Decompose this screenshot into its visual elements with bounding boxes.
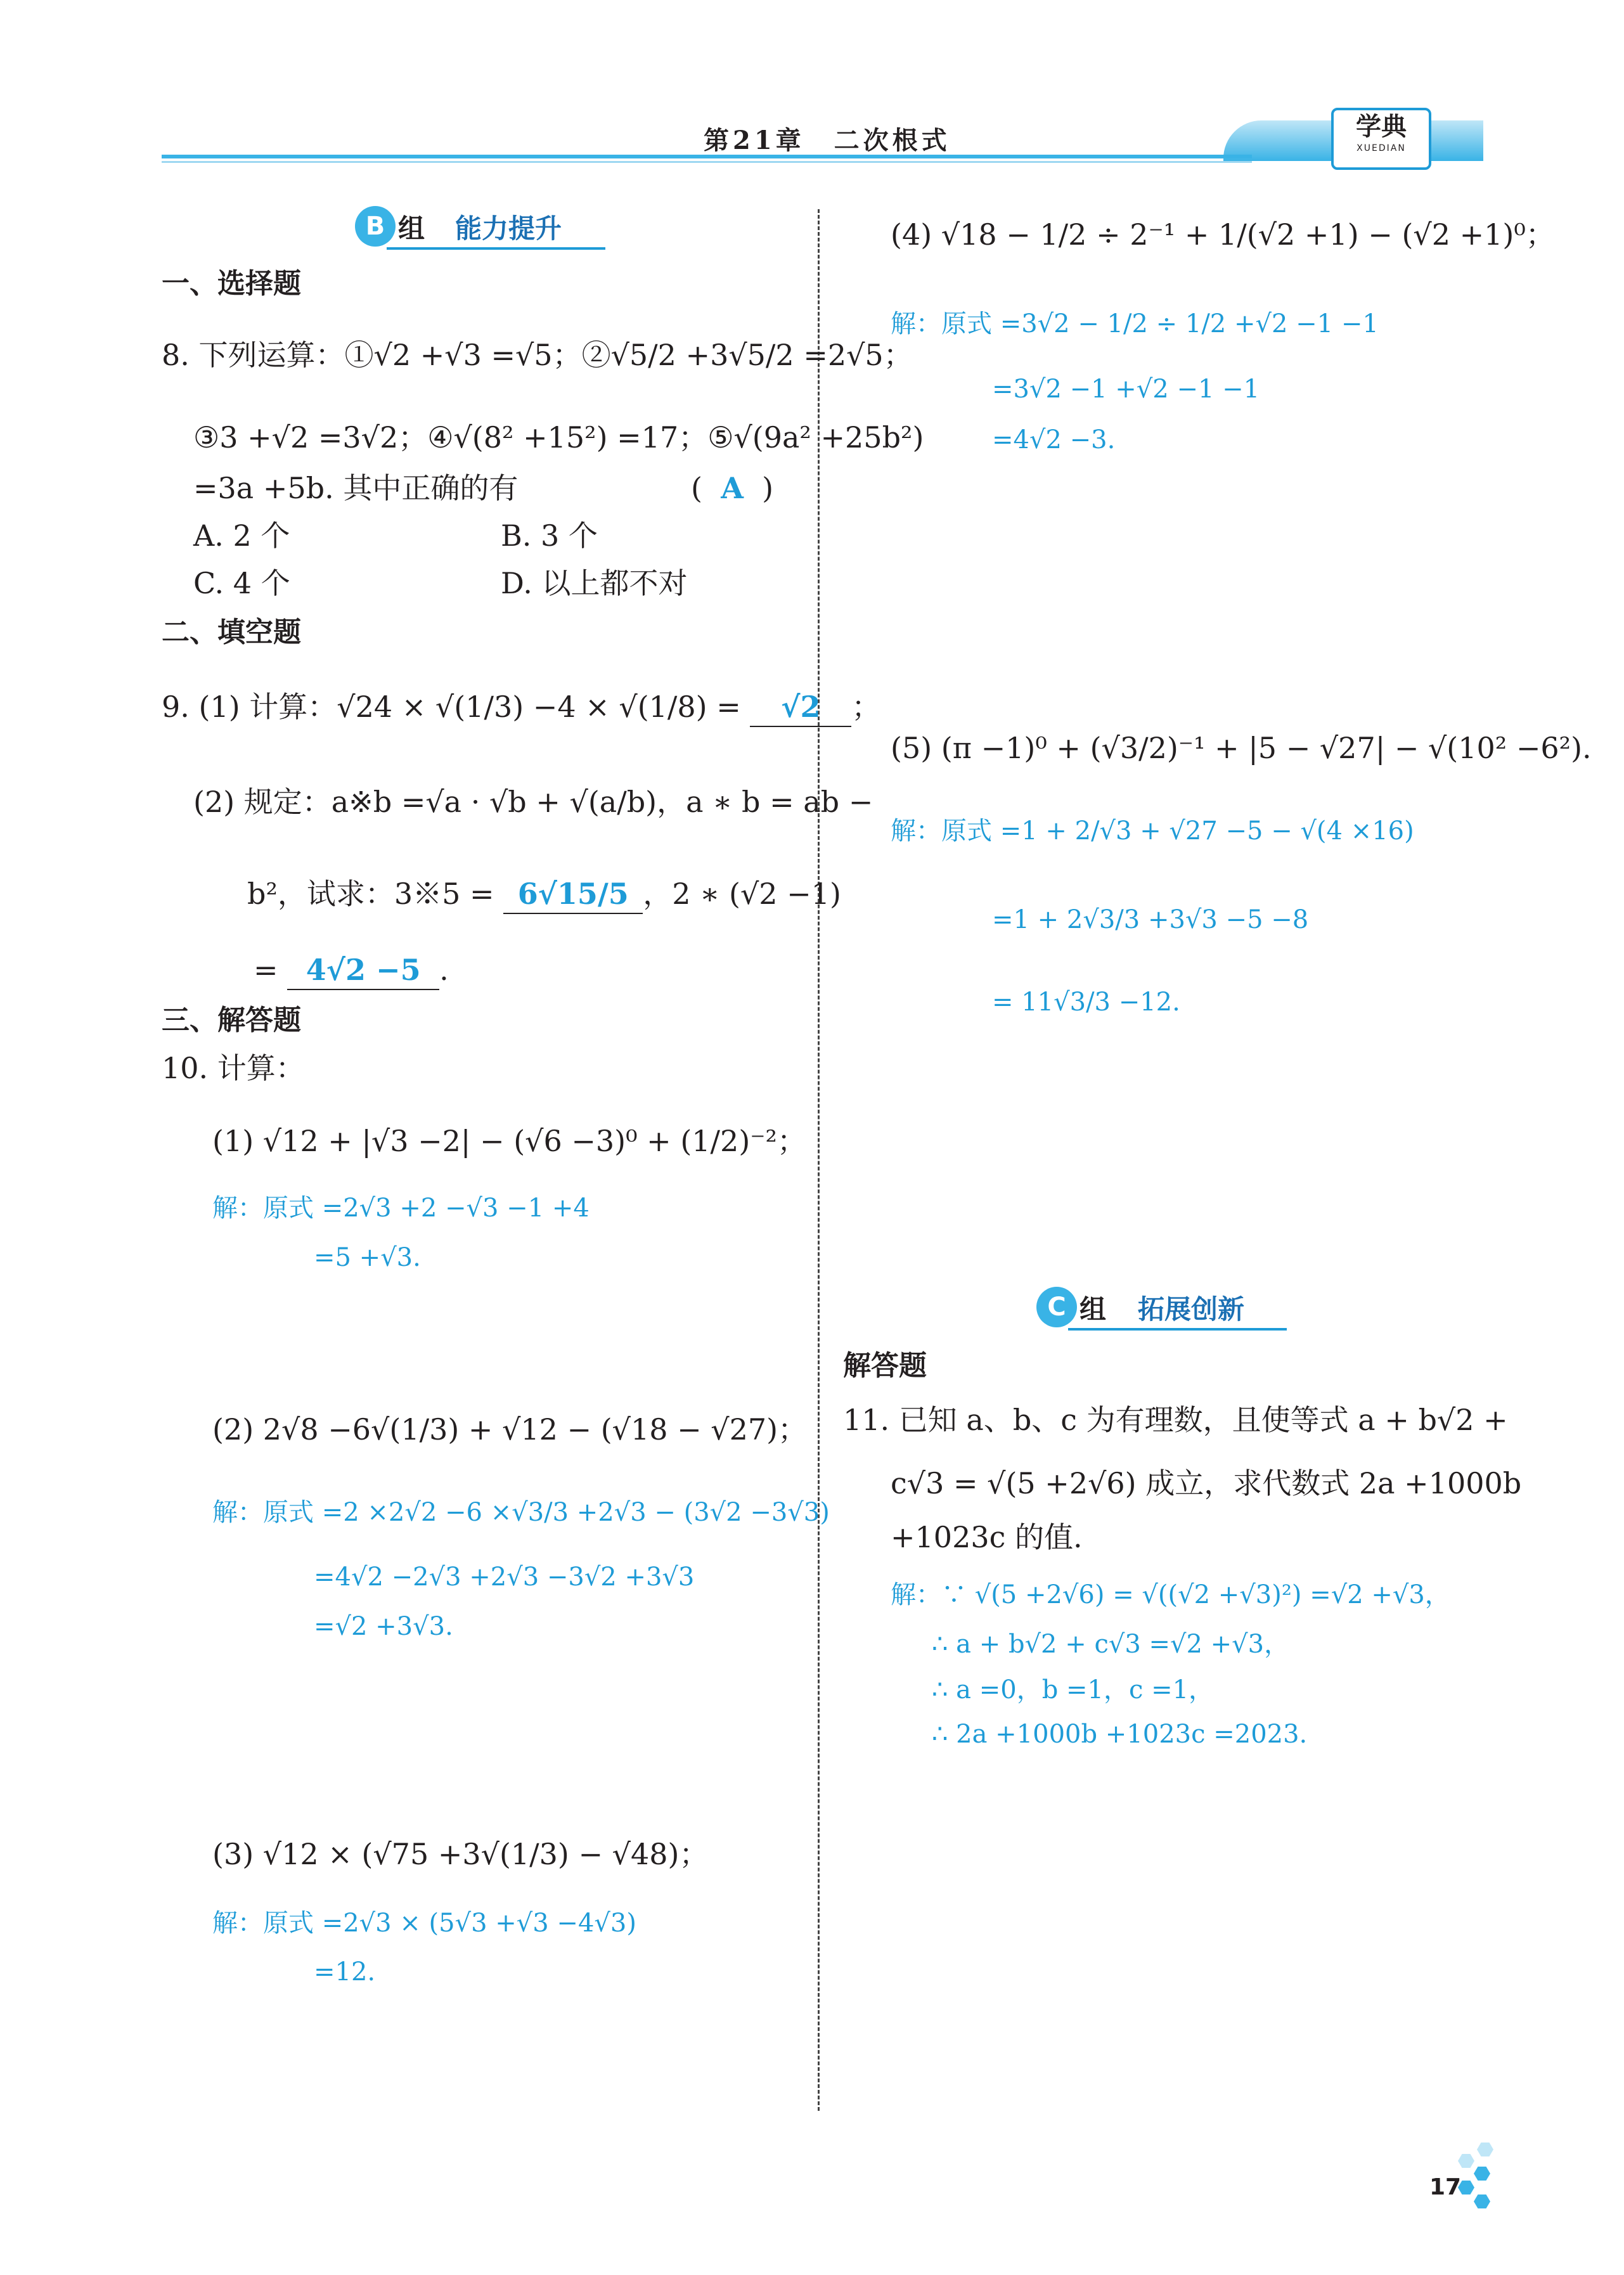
q9-part2-cont: ，2 ∗ (√2 −1) xyxy=(643,877,841,911)
q11-solution-2: ∴ a + b√2 + c√3 =√2 +√3， xyxy=(932,1630,1290,1659)
q9-part2-line1: (2) 规定：a※b =√a · √b + √(a/b)，a ∗ b = ab − xyxy=(193,785,873,819)
q11-line3: +1023c 的值. xyxy=(891,1520,1083,1554)
q10-part3-solution-2: =12. xyxy=(314,1957,376,1987)
q10-part2-solution-2: =4√2 −2√3 +2√3 −3√2 +3√3 xyxy=(314,1563,695,1592)
group-b-underline xyxy=(387,247,605,250)
q10-part5: (5) (π −1)⁰ + (√3/2)⁻¹ + |5 − √27| − √(10² −6²). xyxy=(891,731,1592,765)
q9-part2-answer1: 6√15/5 xyxy=(503,875,643,914)
group-b-title: 能力提升 xyxy=(455,213,562,244)
q10-part4-solution-1: 解：原式 =3√2 − 1/2 ÷ 1/2 +√2 −1 −1 xyxy=(891,309,1379,338)
q8-option-d: D. 以上都不对 xyxy=(501,566,688,600)
q10-part4: (4) √18 − 1/2 ÷ 2⁻¹ + 1/(√2 +1) − (√2 +1)⁰； xyxy=(891,217,1555,252)
q9-part2-line2 xyxy=(247,875,841,914)
brand-logo xyxy=(1331,108,1431,170)
q8-option-a: A. 2 个 xyxy=(193,519,290,553)
q10-part3: (3) √12 × (√75 +3√(1/3) − √48)； xyxy=(212,1837,709,1871)
section-heading-choice: 一、选择题 xyxy=(162,267,301,300)
q10-part4-solution-3: =4√2 −3. xyxy=(992,425,1116,454)
logo-main-text: 学典 xyxy=(1356,112,1407,141)
header-rule-thin xyxy=(162,161,1252,163)
group-c-underline xyxy=(1068,1328,1287,1331)
q8-line3: =3a +5b. 其中正确的有 xyxy=(193,471,519,505)
group-c-badge: C xyxy=(1036,1287,1077,1327)
q11-solution-3: ∴ a =0，b =1，c =1， xyxy=(932,1675,1215,1705)
group-c-label: 组 xyxy=(1079,1294,1107,1325)
q9-part2-answer2: 4√2 −5 xyxy=(287,951,439,990)
q8-line2: ③3 +√2 =3√2；④√(8² +15²) =17；⑤√(9a² +25b²) xyxy=(193,420,924,454)
q8-answer-bracket: ( A ) xyxy=(691,471,774,505)
section-heading-fill: 二、填空题 xyxy=(162,616,301,648)
q10-part5-solution-2: =1 + 2√3/3 +3√3 −5 −8 xyxy=(992,905,1309,934)
q10-part1-solution-1: 解：原式 =2√3 +2 −√3 −1 +4 xyxy=(212,1194,590,1223)
q11-solution-1: 解：∵ √(5 +2√6) = √((√2 +√3)²) =√2 +√3， xyxy=(891,1580,1450,1609)
section-heading-solve: 三、解答题 xyxy=(162,1004,301,1036)
q9-part1 xyxy=(162,688,880,727)
group-c-title: 拓展创新 xyxy=(1138,1294,1245,1325)
q9-part2-line3 xyxy=(254,951,449,990)
chapter-title: 第21章 二次根式 xyxy=(704,126,951,155)
q11-line2: c√3 = √(5 +2√6) 成立，求代数式 2a +1000b xyxy=(891,1466,1522,1500)
section-heading-solve-c: 解答题 xyxy=(843,1350,927,1382)
q10-part1-solution-2: =5 +√3. xyxy=(314,1243,421,1272)
q10-part3-solution-1: 解：原式 =2√3 × (5√3 +√3 −4√3) xyxy=(212,1909,636,1938)
hex-decoration-icon xyxy=(1458,2154,1474,2168)
q10-part5-solution-1: 解：原式 =1 + 2/√3 + √27 −5 − √(4 ×16) xyxy=(891,816,1414,846)
q10-part2-solution-3: =√2 +3√3. xyxy=(314,1612,453,1641)
q9-part2-end: . xyxy=(439,953,449,987)
q9-part1-text: 9. (1) 计算：√24 × √(1/3) −4 × √(1/8) = xyxy=(162,690,741,724)
q8-answer: A xyxy=(721,471,744,505)
page-number: 17 xyxy=(1429,2174,1462,2200)
q10-part2-solution-1: 解：原式 =2 ×2√2 −6 ×√3/3 +2√3 − (3√2 −3√3) xyxy=(212,1498,830,1527)
q10-part5-solution-3: = 11√3/3 −12. xyxy=(992,988,1180,1017)
q9-part2-text: b²，试求：3※5 = xyxy=(247,877,494,911)
q8-line1: 8. 下列运算：①√2 +√3 =√5；②√5/2 +3√5/2 =2√5； xyxy=(162,338,913,372)
hex-decoration-icon xyxy=(1477,2143,1493,2156)
q11-solution-4: ∴ 2a +1000b +1023c =2023. xyxy=(932,1720,1308,1749)
group-b-badge: B xyxy=(355,206,396,247)
logo-sub-text: XUEDIAN xyxy=(1357,143,1406,153)
q8-option-b: B. 3 个 xyxy=(501,519,598,553)
q9-part1-end: ； xyxy=(851,690,881,724)
q10-title: 10. 计算： xyxy=(162,1051,305,1085)
q9-part1-answer: √2 xyxy=(750,688,851,727)
q10-part2: (2) 2√8 −6√(1/3) + √12 − (√18 − √27)； xyxy=(212,1412,808,1447)
column-divider xyxy=(818,209,820,2111)
q9-part2-eq: = xyxy=(254,953,278,987)
hex-decoration-icon xyxy=(1474,2194,1490,2208)
q10-part1: (1) √12 + |√3 −2| − (√6 −3)⁰ + (1/2)⁻²； xyxy=(212,1124,806,1158)
q10-part4-solution-2: =3√2 −1 +√2 −1 −1 xyxy=(992,375,1260,404)
hex-decoration-icon xyxy=(1474,2167,1490,2181)
q8-option-c: C. 4 个 xyxy=(193,566,290,600)
group-b-label: 组 xyxy=(398,213,425,244)
q11-line1: 11. 已知 a、b、c 为有理数，且使等式 a + b√2 + xyxy=(843,1403,1508,1437)
